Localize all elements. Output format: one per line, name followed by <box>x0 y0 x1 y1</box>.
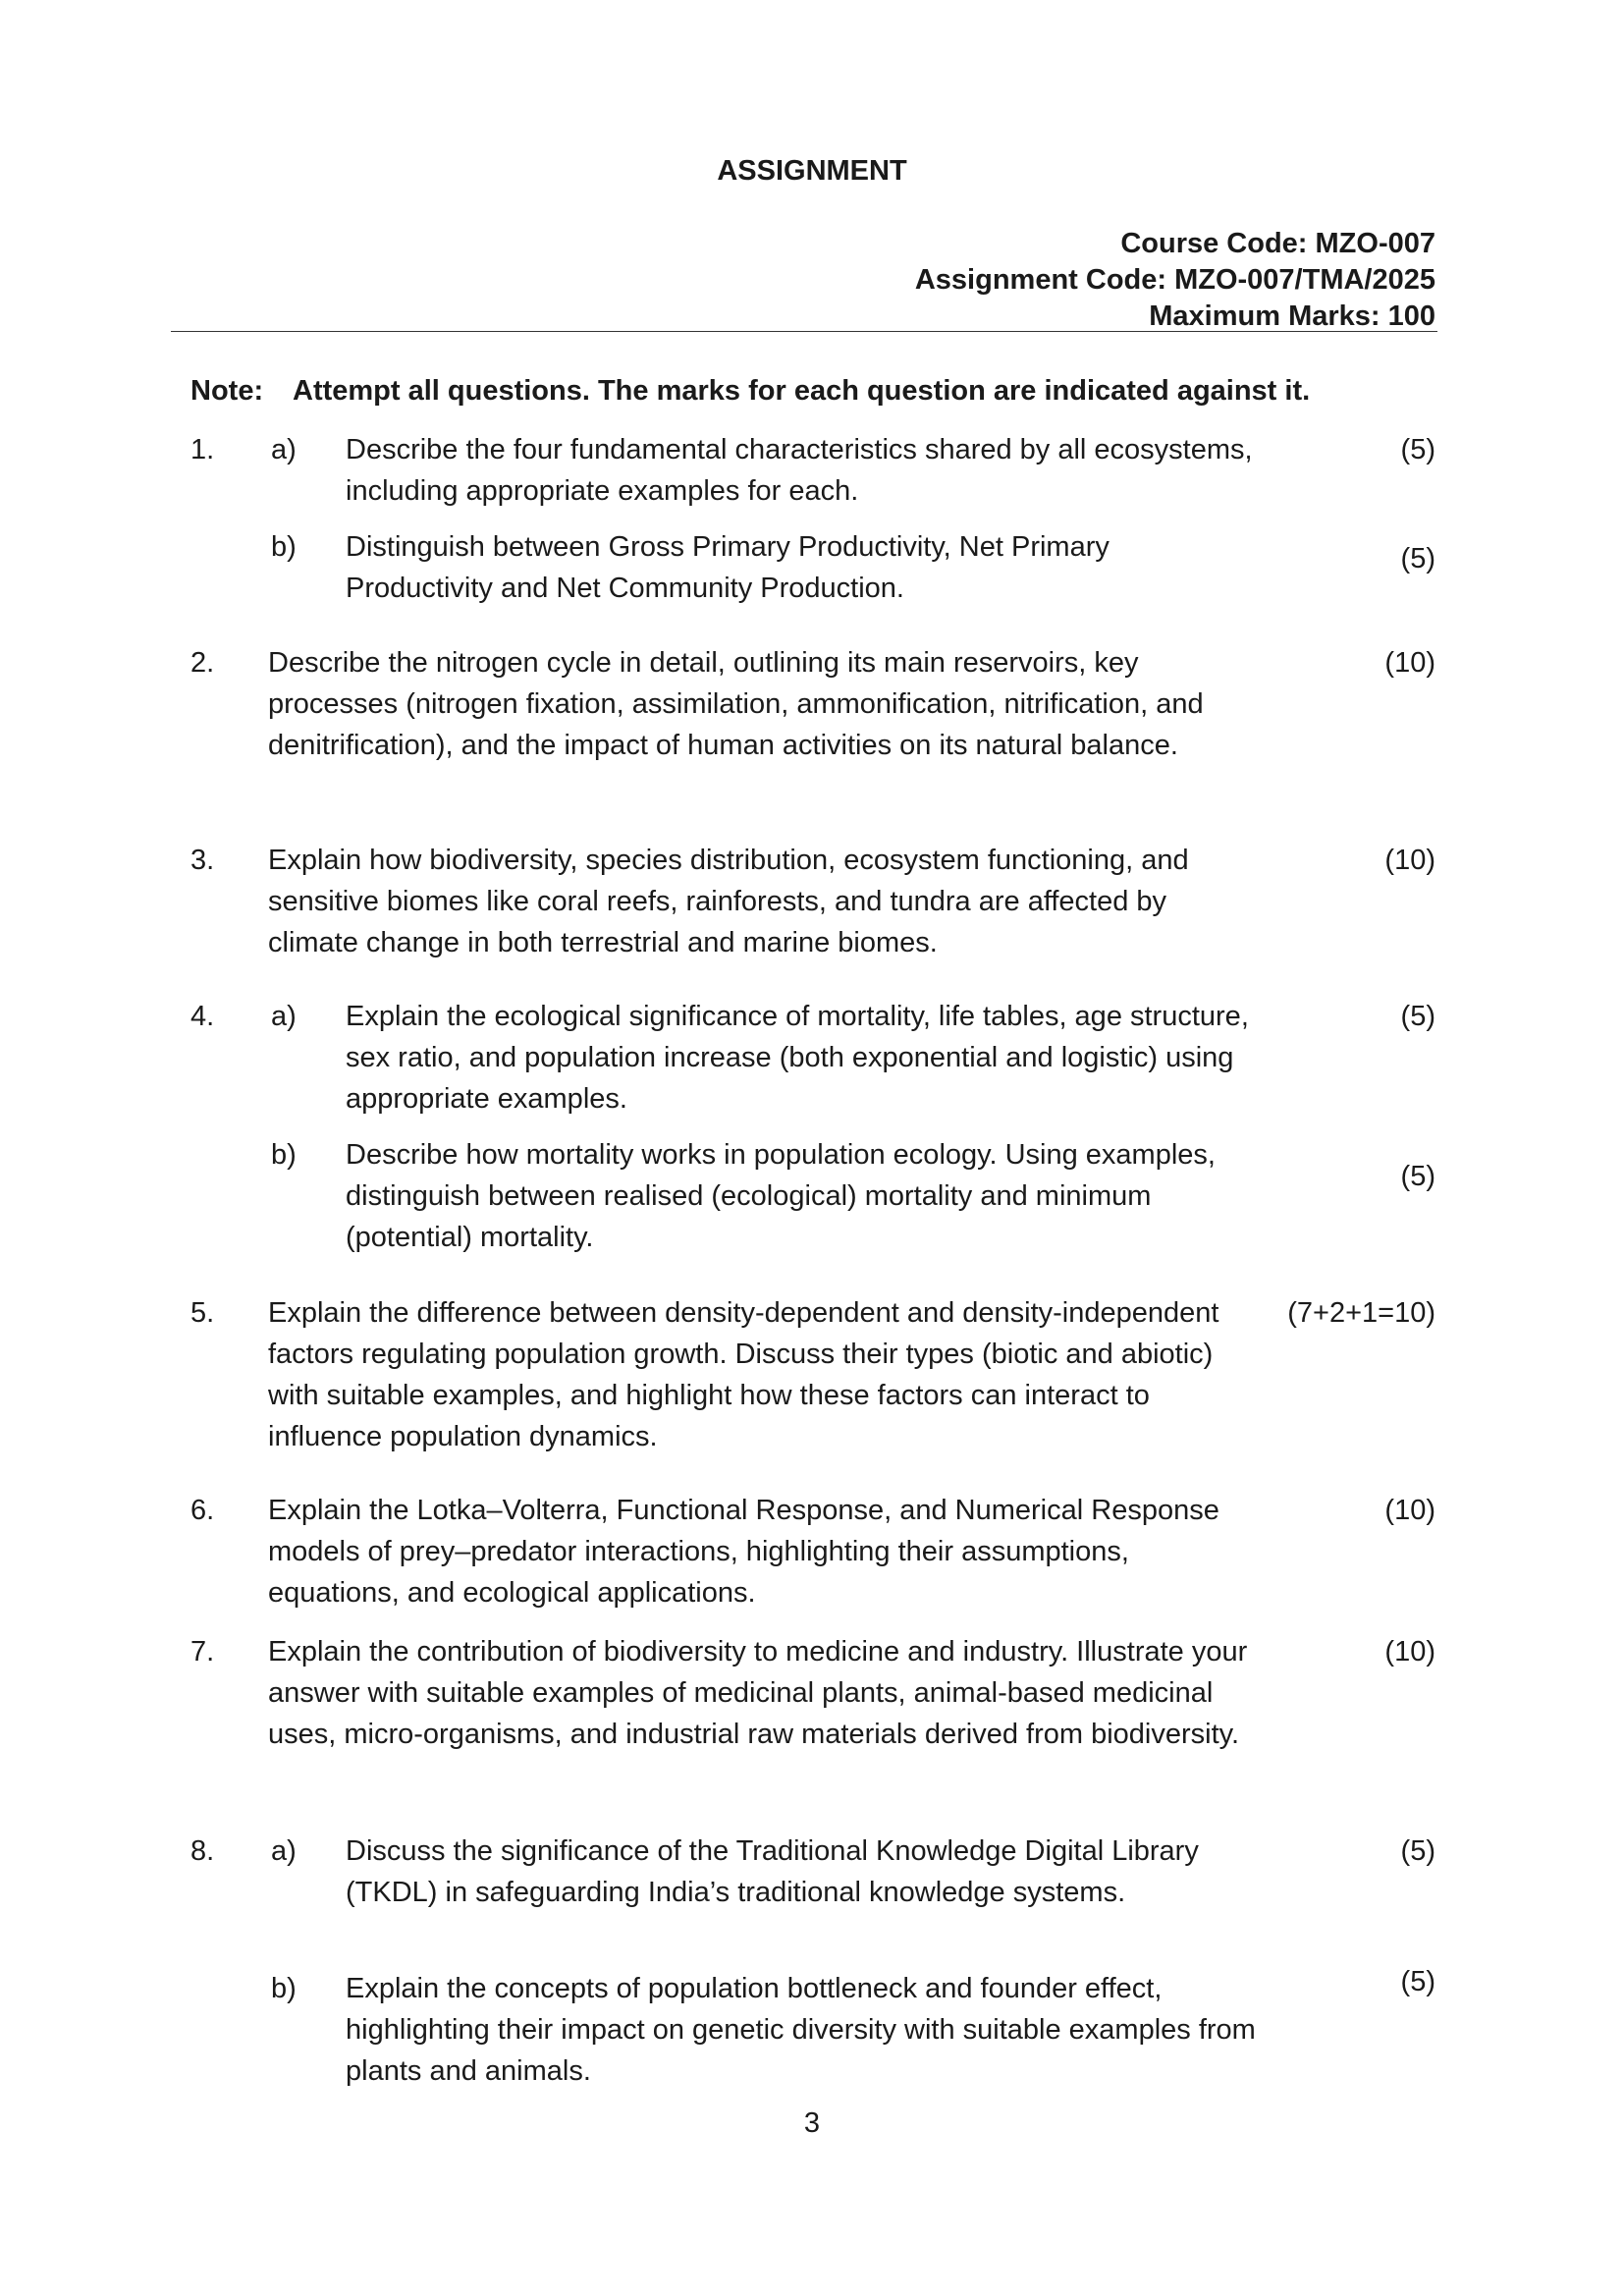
question-number: 2. <box>190 647 215 679</box>
question-number: 7. <box>190 1636 215 1667</box>
question-number: 6. <box>190 1495 215 1526</box>
question-text: Explain how biodiversity, species distribution, ecosystem functioning, and sensitive biomes like coral reefs, rainforests, and tundra are affected by climate change in both terrestrial and marine biomes. <box>268 845 1189 958</box>
question-marks: (5) <box>1400 434 1435 465</box>
assignment-code: Assignment Code: MZO-007/TMA/2025 <box>914 264 1435 296</box>
question-text: Explain the Lotka–Volterra, Functional Response, and Numerical Response models of prey–predator interactions, highlighting their assumptions, equations, and ecological applications. <box>268 1495 1219 1609</box>
subquestion-text: Explain the ecological significance of mortality, life tables, age structure, sex ratio, and population increase (both exponential and logistic) using appropriate examples. <box>346 1001 1249 1115</box>
note-text: Attempt all questions. The marks for each question are indicated against it. <box>293 375 1311 407</box>
question-marks: (5) <box>1400 1001 1435 1032</box>
question-text: Explain the contribution of biodiversity to medicine and industry. Illustrate your answer with suitable examples of medicinal plants, animal-based medicinal uses, micro-organisms, and industrial raw materials derived from biodiversity. <box>268 1636 1248 1750</box>
course-code: Course Code: MZO-007 <box>1120 228 1435 259</box>
question-marks: (5) <box>1400 1161 1435 1192</box>
course-info-block <box>915 226 1435 335</box>
subquestion-text: Explain the concepts of population bottleneck and founder effect, highlighting their impact on genetic diversity with suitable examples from plants and animals. <box>346 1973 1256 2087</box>
subquestion-label: a) <box>271 434 297 465</box>
question-number: 8. <box>190 1835 215 1867</box>
question-marks: (5) <box>1400 543 1435 574</box>
header-divider <box>171 331 1437 332</box>
subquestion-label: b) <box>271 1973 297 2004</box>
question-marks: (7+2+1=10) <box>1287 1297 1435 1329</box>
subquestion-label: b) <box>271 531 297 563</box>
question-marks: (5) <box>1400 1835 1435 1867</box>
question-number: 3. <box>190 845 215 876</box>
question-marks: (10) <box>1384 1495 1435 1526</box>
instruction-note <box>190 375 1310 408</box>
question-number: 4. <box>190 1001 215 1032</box>
subquestion-text: Describe the four fundamental characteristics shared by all ecosystems, including appropriate examples for each. <box>346 434 1253 507</box>
question-marks: (10) <box>1384 845 1435 876</box>
subquestion-text: Describe how mortality works in population ecology. Using examples, distinguish between realised (ecological) mortality and minimum (potential) mortality. <box>346 1139 1216 1253</box>
question-text: Explain the difference between density-dependent and density-independent factors regulating population growth. Discuss their types (biotic and abiotic) with suitable examples, and highlight how these factors can interact to influence population dynamics. <box>268 1297 1219 1452</box>
page-number: 3 <box>803 2107 821 2139</box>
question-marks: (10) <box>1384 1636 1435 1667</box>
page-title: ASSIGNMENT <box>717 155 907 187</box>
note-label: Note: <box>190 375 264 407</box>
subquestion-label: b) <box>271 1139 297 1171</box>
question-marks: (5) <box>1400 1966 1435 1997</box>
subquestion-text: Discuss the significance of the Traditional Knowledge Digital Library (TKDL) in safeguarding India’s traditional knowledge systems. <box>346 1835 1199 1908</box>
question-number: 5. <box>190 1297 215 1329</box>
question-number: 1. <box>190 434 215 465</box>
subquestion-label: a) <box>271 1835 297 1867</box>
subquestion-label: a) <box>271 1001 297 1032</box>
maximum-marks: Maximum Marks: 100 <box>1149 301 1435 332</box>
subquestion-text: Distinguish between Gross Primary Productivity, Net Primary Productivity and Net Community Production. <box>346 531 1110 604</box>
question-marks: (10) <box>1384 647 1435 679</box>
question-text: Describe the nitrogen cycle in detail, outlining its main reservoirs, key processes (nitrogen fixation, assimilation, ammonification, nitrification, and denitrification), and the impact of human activities on its natural balance. <box>268 647 1204 761</box>
